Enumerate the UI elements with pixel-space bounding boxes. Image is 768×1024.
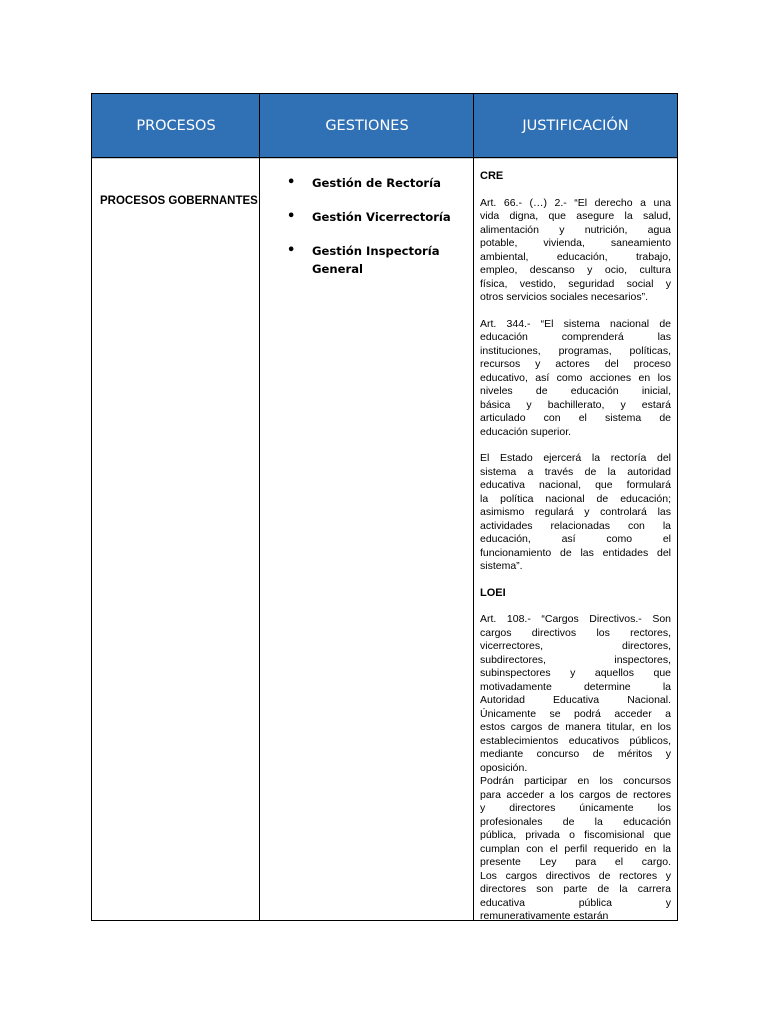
paragraph-line: niveles de educación inicial, (480, 385, 671, 397)
paragraph-line: profesionales de la educación (480, 815, 671, 828)
paragraph-line: educativa nacional, que formulará (480, 479, 671, 491)
gestion-label: Gestión Vicerrectoría (312, 210, 451, 224)
paragraph-line: Art. 344.- “El sistema nacional de (480, 317, 671, 330)
gestion-label: Gestión de Rectoría (312, 176, 441, 190)
paragraph-line: educativa pública y (480, 896, 671, 909)
paragraph-line: educación, así como el (480, 533, 671, 545)
bullet-icon: • (287, 243, 296, 258)
paragraph-line: subinspectores y aquellos que (480, 667, 671, 679)
paragraph-line: Únicamente se podrá acceder a (480, 707, 671, 720)
header-separator (92, 158, 677, 159)
paragraph-line: educativo, así como acciones en los (480, 371, 671, 384)
paragraph-line: mediante concurso de méritos y (480, 748, 671, 760)
paragraph-line: estos cargos de manera titular, en los (480, 721, 671, 733)
paragraph-line: establecimientos educativos públicos, (480, 734, 671, 747)
paragraph-line: recursos y actores del proceso (480, 358, 671, 370)
processes-table (91, 93, 678, 921)
list-item (260, 174, 474, 192)
paragraph-line: ambiental, educación, trabajo, (480, 250, 671, 263)
paragraph-line: remunerativamente estarán (480, 910, 609, 922)
paragraph-line: Los cargos directivos de rectores y (480, 869, 671, 882)
paragraph-line: Autoridad Educativa Nacional. (480, 694, 671, 706)
header-procesos: PROCESOS (136, 117, 216, 134)
paragraph-line: otros servicios sociales necesarios”. (480, 291, 649, 303)
paragraph-line: sistema”. (480, 560, 523, 572)
paragraph-line: potable, vivienda, saneamiento (480, 237, 671, 249)
paragraph-line: pública, privada o fiscomisional que (480, 829, 671, 841)
list-item (260, 208, 474, 226)
art108-paragraph (480, 613, 671, 924)
paragraph-line: vida digna, que asegure la salud, (480, 210, 671, 222)
paragraph-line: y directores únicamente los (480, 802, 671, 814)
paragraph-line: subdirectores, inspectores, (480, 653, 671, 666)
paragraph-line: cargos directivos los rectores, (480, 626, 671, 639)
paragraph-line: educación superior. (480, 425, 572, 438)
paragraph-line: empleo, descanso y ocio, cultura (480, 264, 671, 276)
list-item (260, 242, 474, 278)
paragraph-line: presente Ley para el cargo. (480, 856, 671, 868)
gestiones-list (260, 174, 474, 278)
header-justificacion: JUSTIFICACIÓN (522, 117, 629, 134)
art344-paragraph (480, 318, 671, 440)
process-label: PROCESOS GOBERNANTES (100, 195, 258, 207)
paragraph-line: directores son parte de la carrera (480, 883, 671, 895)
paragraph-line: básica y bachillerato, y estará (480, 398, 671, 411)
gestion-label: Gestión Inspectoría (312, 244, 440, 258)
estado-paragraph (480, 452, 671, 574)
paragraph-line: la política nacional de educación; (480, 492, 671, 505)
cre-heading: CRE (480, 170, 504, 182)
paragraph-line: oposición. (480, 761, 528, 774)
loei-heading: LOEI (480, 586, 506, 599)
paragraph-line: vicerrectores, directores, (480, 640, 671, 652)
paragraph-line: Podrán participar en los concursos (480, 775, 671, 787)
paragraph-line: Art. 66.- (…) 2.- “El derecho a una (480, 196, 671, 209)
paragraph-line: actividades relacionadas con la (480, 519, 671, 532)
table-header-row (92, 94, 677, 158)
paragraph-line: alimentación y nutrición, agua (480, 223, 671, 236)
paragraph-line: Art. 108.- “Cargos Directivos.- Son (480, 613, 671, 625)
paragraph-line: sistema a través de la autoridad (480, 465, 671, 478)
paragraph-line: cumplan con el perfil requerido en la (480, 842, 671, 855)
bullet-icon: • (287, 175, 296, 190)
paragraph-line: funcionamiento de las entidades del (480, 546, 671, 559)
art66-paragraph (480, 197, 671, 305)
paragraph-line: instituciones, programas, políticas, (480, 344, 671, 357)
gestion-label: General (312, 262, 364, 276)
paragraph-line: para acceder a los cargos de rectores (480, 788, 671, 801)
paragraph-line: articulado con el sistema de (480, 412, 671, 424)
justificacion-cell (480, 170, 671, 924)
paragraph-line: física, vestido, seguridad social y (480, 277, 671, 290)
paragraph-line: educación comprenderá las (480, 331, 671, 343)
bullet-icon: • (287, 209, 296, 224)
paragraph-line: motivadamente determine la (480, 680, 671, 693)
header-gestiones: GESTIONES (325, 117, 409, 134)
paragraph-line: El Estado ejercerá la rectoría del (480, 452, 671, 464)
paragraph-line: asimismo regulará y controlará las (480, 506, 671, 518)
